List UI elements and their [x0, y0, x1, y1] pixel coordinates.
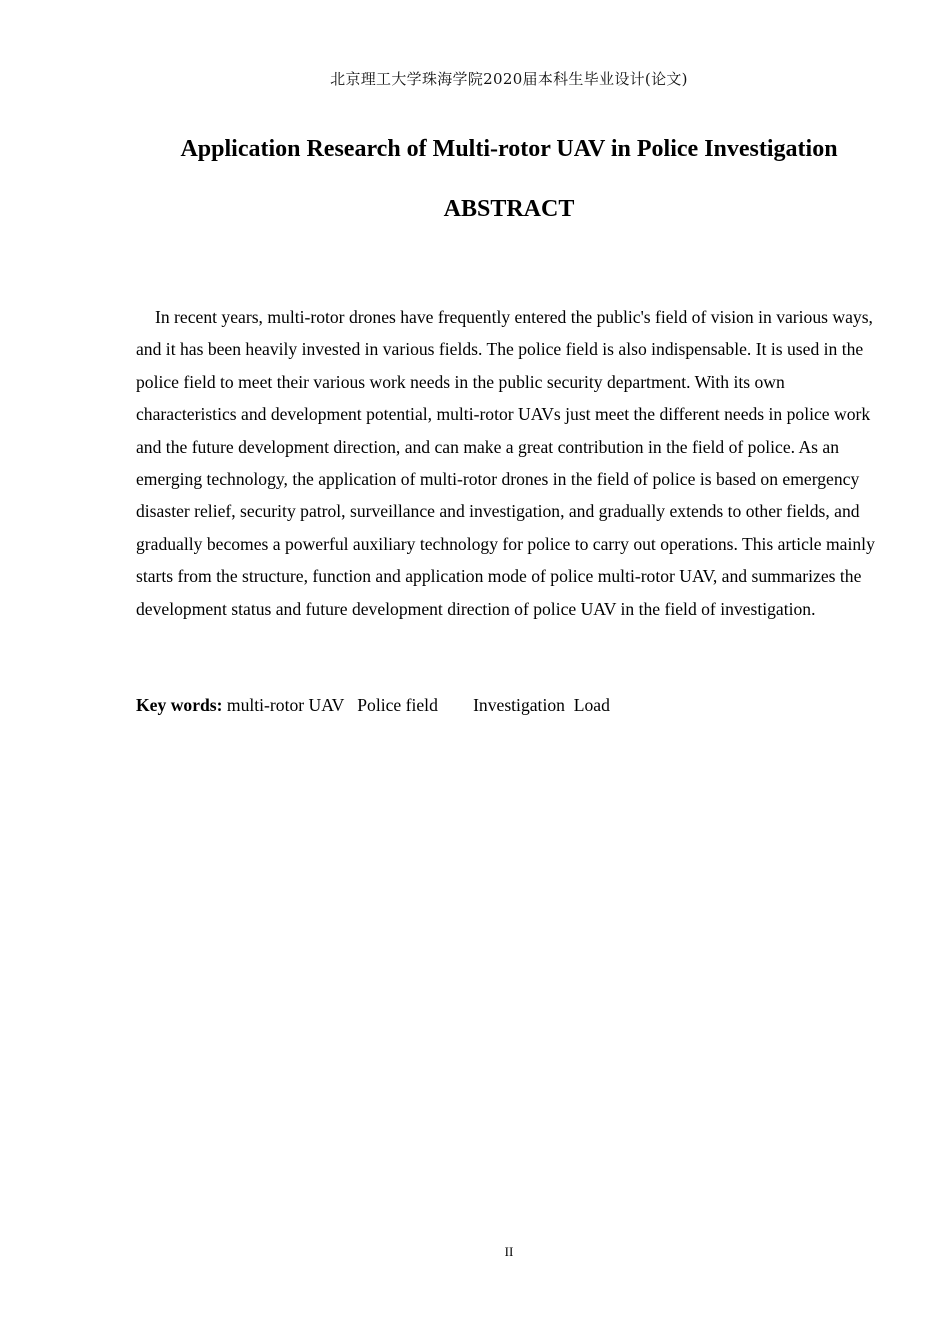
keyword-item: multi-rotor UAV: [226, 695, 345, 715]
abstract-heading: ABSTRACT: [443, 196, 575, 222]
thesis-title: Application Research of Multi-rotor UAV in Police Investigation: [180, 136, 838, 162]
running-header: 北京理工大学珠海学院2020届本科生毕业设计(论文): [330, 70, 688, 88]
keyword-item: Police field: [357, 695, 438, 715]
page-number: II: [504, 1244, 514, 1259]
keywords-line: [136, 690, 884, 720]
keyword-item: Load: [573, 695, 610, 715]
abstract-body: In recent years, multi-rotor drones have frequently entered the public's field of vision in various ways, and it has been heavily invested in various fields. The police field is also indispensable. It is used in the police field to meet their various work needs in the public security department. With its own characteristics and development potential, multi-rotor UAVs just meet the different needs in police work and the future development direction, and can make a great contribution in the field of police. As an emerging technology, the application of multi-rotor drones in the field of police is based on emergency disaster relief, security patrol, surveillance and investigation, and gradually extends to other fields, and gradually becomes a powerful auxiliary technology for police to carry out operations. This article mainly starts from the structure, function and application mode of police multi-rotor UAV, and summarizes the development status and future development direction of police UAV in the field of investigation.: [136, 307, 875, 619]
keyword-item: Investigation: [473, 695, 565, 715]
keywords-label: Key words:: [136, 695, 223, 715]
